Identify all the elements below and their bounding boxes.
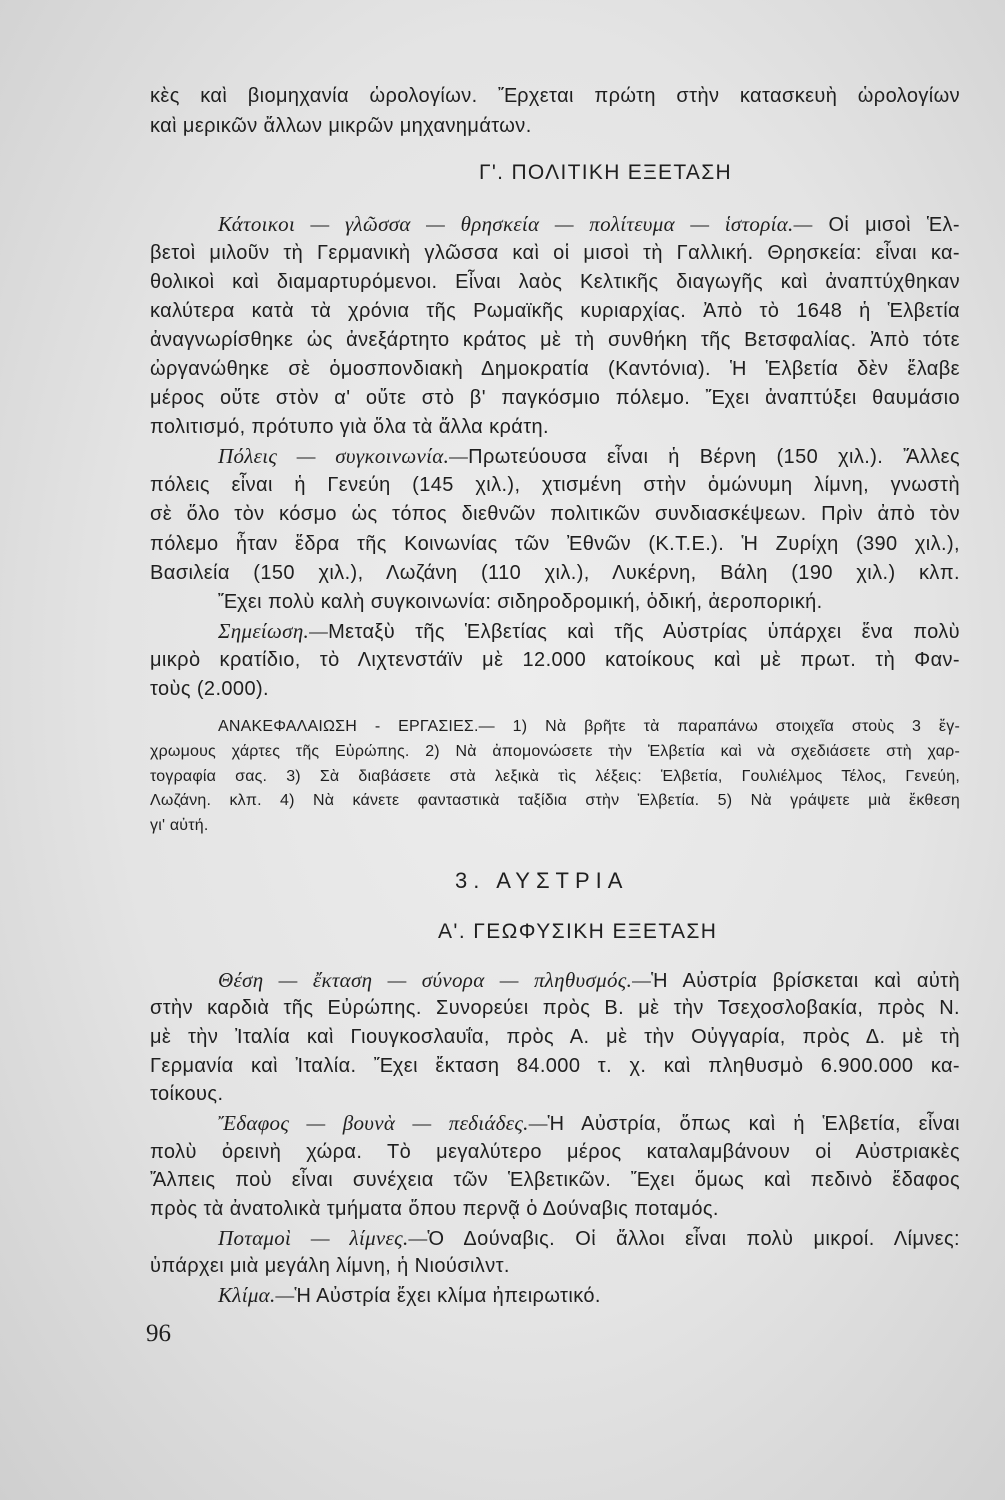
austria-geophysical-text bbox=[150, 966, 960, 1310]
text-line: κὲς καὶ βιομηχανία ὡρολογίων. Ἔρχεται πρώτη στὴν κατασκευὴ ὡρολογίων bbox=[150, 85, 960, 107]
text-line: βετοὶ μιλοῦν τὴ Γερμανικὴ γλῶσσα καὶ οἱ μισοὶ τὴ Γαλλική. Θρησκεία: εἶναι κα- bbox=[150, 241, 960, 264]
text-line: ΑΝΑΚΕΦΑΛΑΙΩΣΗ - ΕΡΓΑΣΙΕΣ.— 1) Νὰ βρῆτε τὰ παραπάνω στοιχεῖα στοὺς 3 ἔγ- bbox=[218, 718, 960, 735]
section-heading-political: Γ'. ΠΟΛΙΤΙΚΗ ΕΞΕΤΑΣΗ bbox=[479, 161, 732, 184]
text-line: πρὸς τὰ ἀνατολικὰ τμήματα ὅπου περνᾷ ὁ Δούναβις ποταμός. bbox=[150, 1198, 719, 1220]
paragraph-text: Ἡ Αὐστρία βρίσκεται καὶ αὐτὴ bbox=[651, 969, 960, 992]
text-line: Λωζάνη. κλπ. 4) Νὰ κάνετε φανταστικὰ ταξίδια στὴν Ἑλβετία. 5) Νὰ γράψετε μιὰ ἔκθεση bbox=[150, 792, 960, 810]
text-line: πόλεμο ἦταν ἕδρα τῆς Κοινωνίας τῶν Ἐθνῶν (Κ.Τ.Ε.). Ἡ Ζυρίχη (390 χιλ.), bbox=[150, 532, 960, 555]
paragraph-title-rivers: Ποταμοὶ — λίμνες.— bbox=[218, 1225, 428, 1250]
text-line: Βασιλεία (150 χιλ.), Λωζάνη (110 χιλ.), Λυκέρνη, Βάλη (190 χιλ.) κλπ. bbox=[150, 561, 960, 584]
paragraph-first-line bbox=[150, 966, 960, 995]
page-number: 96 bbox=[146, 1320, 171, 1347]
review-exercises bbox=[150, 715, 960, 839]
text-line: τογραφία σας. 3) Σὰ διαβάσετε στὰ λεξικὰ τὶς λέξεις: Ἑλβετία, Γουλιέλμος Τέλος, Γενεύη, bbox=[150, 767, 960, 785]
text-line: Ἔχει πολὺ καλὴ συγκοινωνία: σιδηροδρομική, ὁδική, ἀεροπορική. bbox=[218, 590, 823, 613]
text-line: Ἄλπεις ποὺ εἶναι συνέχεια τῶν Ἑλβετικῶν. Ἔχει ὅμως καὶ πεδινὸ ἔδαφος bbox=[150, 1169, 960, 1192]
text-line: καὶ μερικῶν ἄλλων μικρῶν μηχανημάτων. bbox=[150, 115, 532, 137]
continuation-text bbox=[150, 81, 960, 141]
paragraph-first-line bbox=[150, 442, 960, 471]
paragraph-text: Ἡ Αὐστρία ἔχει κλίμα ἠπειρωτικό. bbox=[294, 1285, 601, 1308]
paragraph-first-line bbox=[150, 1281, 960, 1310]
paragraph-title-terrain: Ἔδαφος — βουνὰ — πεδιάδες.— bbox=[218, 1110, 548, 1135]
text-line: πολιτισμό, πρότυπο γιὰ ὅλα τὰ ἄλλα κράτη. bbox=[150, 416, 550, 439]
paragraph-text: Πρωτεύουσα εἶναι ἡ Βέρνη (150 χιλ.). Ἄλλες bbox=[468, 446, 960, 469]
paragraph-first-line bbox=[150, 617, 960, 646]
chapter-heading-austria: 3. ΑΥΣΤΡΙΑ bbox=[455, 868, 629, 893]
paragraph-text: Μεταξὺ τῆς Ἑλβετίας καὶ τῆς Αὐστρίας ὑπάρχει ἕνα πολὺ bbox=[328, 620, 960, 643]
text-line: τοὺς (2.000). bbox=[150, 678, 269, 700]
text-line: μὲ τὴν Ἰταλία καὶ Γιουγκοσλαυΐα, πρὸς Α. μὲ τὴν Οὐγγαρία, πρὸς Δ. μὲ τὴ bbox=[150, 1025, 960, 1048]
text-line: τοίκους. bbox=[150, 1083, 224, 1106]
paragraph-title-position: Θέση — ἔκταση — σύνορα — πληθυσμός.— bbox=[218, 967, 652, 992]
text-line: ὠργανώθηκε σὲ ὁμοσπονδιακὴ Δημοκρατία (Καντόνια). Ἡ Ἑλβετία δὲν ἔλαβε bbox=[150, 357, 960, 380]
paragraph-title-cities: Πόλεις — συγκοινωνία.— bbox=[218, 444, 469, 469]
text-line: πολὺ ὀρεινὴ χώρα. Τὸ μεγαλύτερο μέρος καταλαμβάνουν οἱ Αὐστριακὲς bbox=[150, 1140, 960, 1163]
paragraph-text: Οἱ μισοὶ Ἑλ- bbox=[828, 213, 960, 236]
text-line: θολικοὶ καὶ διαμαρτυρόμενοι. Εἶναι λαὸς Κελτικῆς διαγωγῆς καὶ ἀναπτύχθηκαν bbox=[150, 270, 960, 293]
text-line: χρωμους χάρτες τῆς Εὐρώπης. 2) Νὰ ἀπομονώσετε τὴν Ἐλβετία καὶ νὰ σχεδιάσετε στὴ χαρ- bbox=[150, 742, 960, 760]
paragraph-text: Ἡ Αὐστρία, ὅπως καὶ ἡ Ἑλβετία, εἶναι bbox=[547, 1112, 960, 1135]
text-line: πόλεις εἶναι ἡ Γενεύη (145 χιλ.), χτισμένη στὴν ὁμώνυμη λίμνη, γνωστὴ bbox=[150, 474, 960, 497]
text-line: ἀναγνωρίσθηκε ὡς ἀνεξάρτητο κράτος μὲ τὴ συνθήκη τῆς Βετσφαλίας. Ἀπὸ τότε bbox=[150, 328, 960, 351]
paragraph-first-line bbox=[150, 1224, 960, 1253]
text-line: μικρὸ κρατίδιο, τὸ Λιχτενστάϊν μὲ 12.000 κατοίκους καὶ μὲ πρωτ. τὴ Φαν- bbox=[150, 648, 960, 671]
text-line: καλύτερα κατὰ τὰ χρόνια τῆς Ρωμαϊκῆς κυριαρχίας. Ἀπὸ τὸ 1648 ἡ Ἑλβετία bbox=[150, 299, 960, 322]
paragraph-first-line bbox=[150, 1109, 960, 1138]
switzerland-political-text bbox=[150, 210, 960, 705]
paragraph-title-note: Σημείωση.— bbox=[218, 618, 329, 643]
paragraph-title-climate: Κλίμα.— bbox=[218, 1283, 295, 1308]
text-line: μέρος οὔτε στὸν α' οὔτε στὸ β' παγκόσμιο πόλεμο. Ἔχει ἀναπτύξει θαυμάσιο bbox=[150, 387, 960, 410]
paragraph-first-line bbox=[150, 210, 960, 239]
paragraph-title-inhabitants: Κάτοικοι — γλῶσσα — θρησκεία — πολίτευμα — ἱστορία.— bbox=[218, 211, 813, 236]
text-line: στὴν καρδιὰ τῆς Εὐρώπης. Συνορεύει πρὸς Β. μὲ τὴν Τσεχοσλοβακία, πρὸς Ν. bbox=[150, 997, 960, 1020]
text-line: γι' αὐτή. bbox=[150, 817, 209, 835]
text-line: Γερμανία καὶ Ἰταλία. Ἔχει ἔκταση 84.000 τ. χ. καὶ πληθυσμὸ 6.900.000 κα- bbox=[150, 1054, 960, 1077]
text-line: ὑπάρχει μιὰ μεγάλη λίμνη, ἡ Νιούσιλντ. bbox=[150, 1255, 510, 1278]
text-line: σὲ ὅλο τὸν κόσμο ὡς τόπος διεθνῶν πολιτικῶν συνδιασκέψεων. Πρὶν ἀπὸ τὸν bbox=[150, 503, 960, 526]
paragraph-text: Ὁ Δούναβις. Οἱ ἄλλοι εἶναι πολὺ μικροί. Λίμνες: bbox=[427, 1227, 960, 1250]
section-heading-geophysical: Α'. ΓΕΩΦΥΣΙΚΗ ΕΞΕΤΑΣΗ bbox=[438, 920, 718, 943]
